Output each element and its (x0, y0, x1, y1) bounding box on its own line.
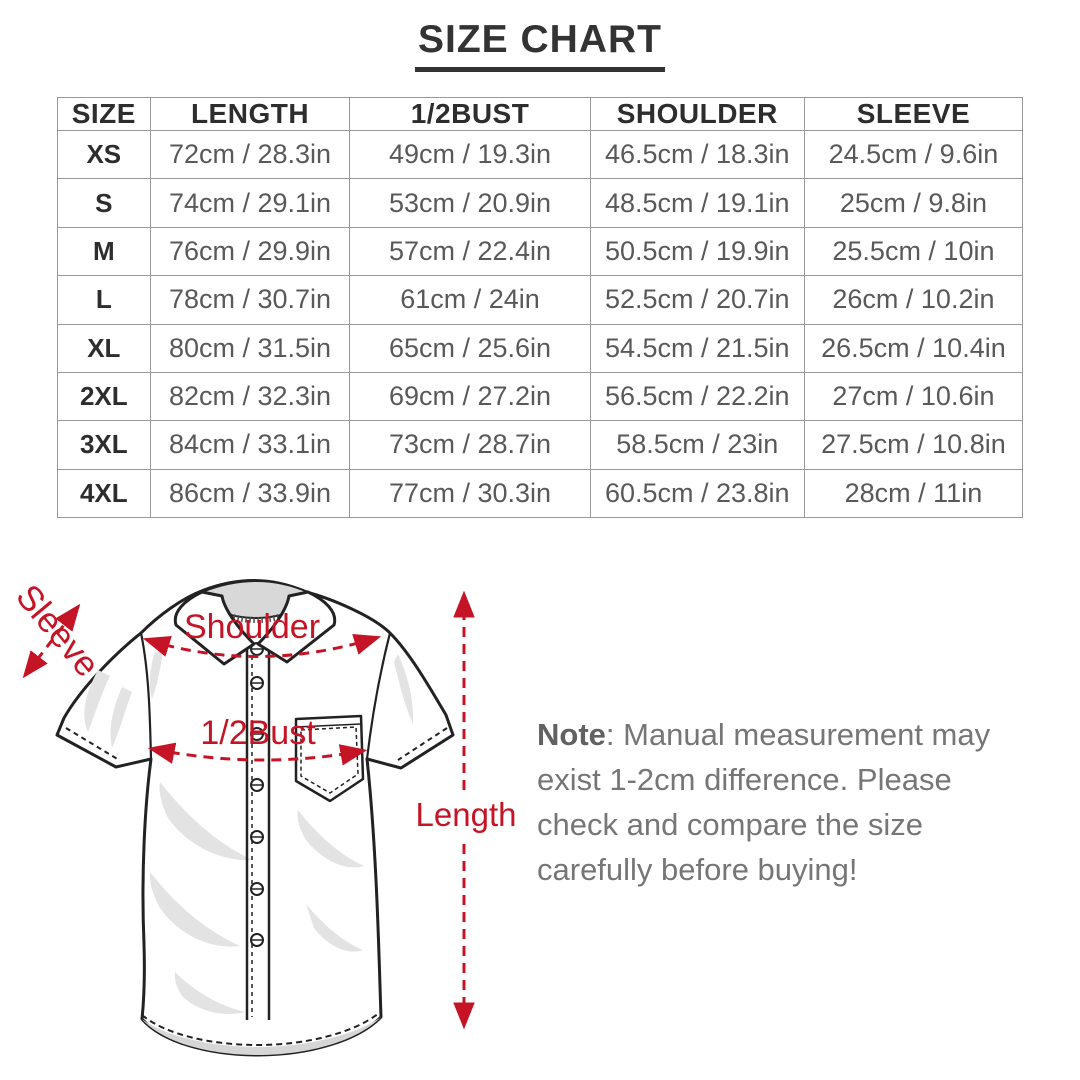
measurement-cell: 58.5cm / 23in (590, 421, 804, 469)
size-cell: XL (58, 324, 151, 372)
table-row (58, 131, 1023, 179)
half-bust-measure-label: 1/2Bust (200, 714, 316, 752)
measurement-cell: 72cm / 28.3in (150, 131, 350, 179)
column-header-length: LENGTH (150, 98, 350, 131)
measurement-cell: 80cm / 31.5in (150, 324, 350, 372)
measurement-cell: 74cm / 29.1in (150, 179, 350, 227)
table-header-row (58, 98, 1023, 131)
table-row (58, 372, 1023, 420)
measurement-cell: 27.5cm / 10.8in (804, 421, 1022, 469)
table-row (58, 227, 1023, 275)
size-cell: S (58, 179, 151, 227)
measurement-cell: 54.5cm / 21.5in (590, 324, 804, 372)
measurement-cell: 26cm / 10.2in (804, 276, 1022, 324)
size-table (57, 97, 1023, 518)
note-body: : Manual measurement may exist 1-2cm difference. Please check and compare the size carefully before buying! (537, 717, 991, 887)
size-cell: 4XL (58, 469, 151, 517)
column-header-shoulder: SHOULDER (590, 98, 804, 131)
measurement-cell: 25cm / 9.8in (804, 179, 1022, 227)
measurement-cell: 48.5cm / 19.1in (590, 179, 804, 227)
measurement-cell: 77cm / 30.3in (350, 469, 590, 517)
size-cell: M (58, 227, 151, 275)
column-header-halfbust: 1/2BUST (350, 98, 590, 131)
measurement-cell: 50.5cm / 19.9in (590, 227, 804, 275)
measurement-cell: 73cm / 28.7in (350, 421, 590, 469)
button-icon (251, 677, 263, 689)
measurement-cell: 52.5cm / 20.7in (590, 276, 804, 324)
size-cell: 3XL (58, 421, 151, 469)
measurement-cell: 65cm / 25.6in (350, 324, 590, 372)
table-row (58, 421, 1023, 469)
measurement-cell: 61cm / 24in (350, 276, 590, 324)
length-measure-label: Length (415, 796, 517, 833)
measurement-cell: 84cm / 33.1in (150, 421, 350, 469)
measurement-cell: 57cm / 22.4in (350, 227, 590, 275)
measurement-cell: 53cm / 20.9in (350, 179, 590, 227)
measurement-cell: 86cm / 33.9in (150, 469, 350, 517)
measurement-cell: 28cm / 11in (804, 469, 1022, 517)
button-icon (251, 779, 263, 791)
measurement-cell: 25.5cm / 10in (804, 227, 1022, 275)
size-cell: 2XL (58, 372, 151, 420)
measurement-cell: 56.5cm / 22.2in (590, 372, 804, 420)
shoulder-measure-label: Shoulder (183, 608, 321, 646)
measurement-cell: 26.5cm / 10.4in (804, 324, 1022, 372)
table-row (58, 179, 1023, 227)
measurement-cell: 69cm / 27.2in (350, 372, 590, 420)
note-label: Note (537, 717, 606, 752)
column-header-sleeve: SLEEVE (804, 98, 1022, 131)
measurement-cell: 76cm / 29.9in (150, 227, 350, 275)
measurement-cell: 46.5cm / 18.3in (590, 131, 804, 179)
column-header-size: SIZE (58, 98, 151, 131)
measurement-cell: 82cm / 32.3in (150, 372, 350, 420)
size-cell: L (58, 276, 151, 324)
title-wrap (0, 18, 1080, 72)
size-cell: XS (58, 131, 151, 179)
table-row (58, 276, 1023, 324)
measurement-cell: 49cm / 19.3in (350, 131, 590, 179)
measurement-note (537, 712, 1009, 892)
sleeve-measure-label: Sleeve (8, 577, 107, 685)
measurement-cell: 60.5cm / 23.8in (590, 469, 804, 517)
measurement-cell: 27cm / 10.6in (804, 372, 1022, 420)
table-row (58, 324, 1023, 372)
shirt-figure (0, 552, 540, 1080)
table-row (58, 469, 1023, 517)
measurement-cell: 78cm / 30.7in (150, 276, 350, 324)
page-title: SIZE CHART (415, 18, 665, 72)
button-icon (251, 883, 263, 895)
measurement-cell: 24.5cm / 9.6in (804, 131, 1022, 179)
button-icon (251, 831, 263, 843)
button-icon (251, 934, 263, 946)
